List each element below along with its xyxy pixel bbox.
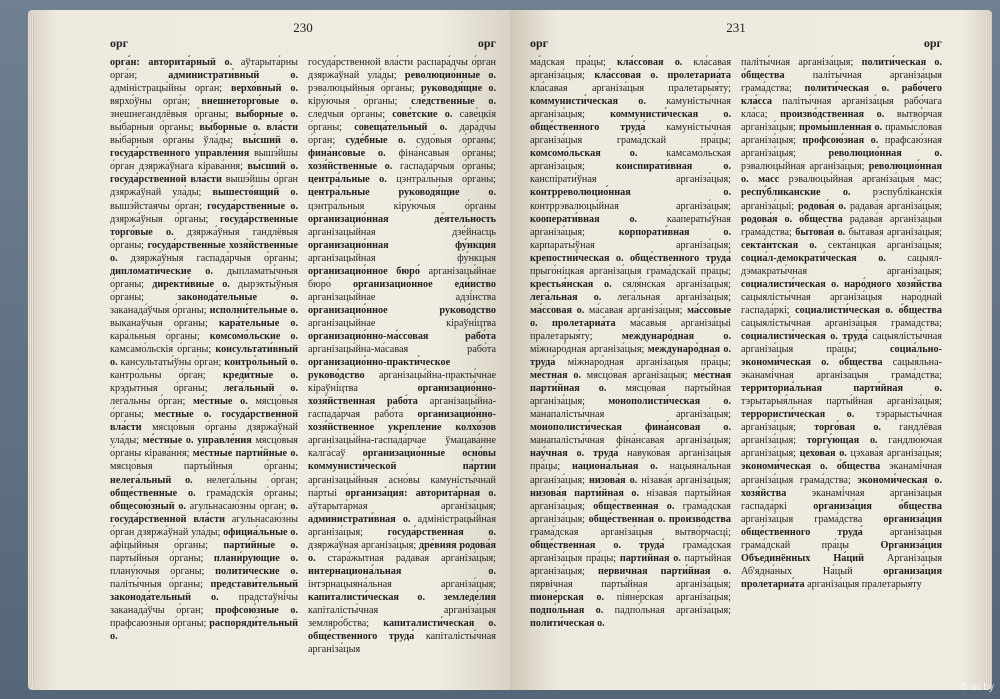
entry-translation: дзяржа́ўныя о́рганы; [110, 213, 209, 225]
entry-term: организацио́нная де́ятельность [308, 213, 496, 225]
entry-term: лега́льный о. [223, 383, 299, 395]
entry-term: госуда́рственные о. [207, 200, 298, 212]
entry-term: сле́дственные о. [411, 96, 497, 108]
entry-translation: мясцо́выя о́рганы дзяржа́ўнай ула́ды; [110, 422, 298, 447]
entry-term: профсою́зные о. [215, 604, 298, 616]
entry-term: организа́ция обще́ственного труда́ [741, 513, 942, 538]
entry-translation: сацыял-дэмакраты́чная арганіза́цыя; [741, 252, 942, 277]
entry-term: нелега́льный о. [110, 474, 193, 486]
left-page-edges [28, 16, 34, 684]
entry-translation: арганізацы́йнае адзі́нства [308, 291, 496, 303]
entry-term: произво́дственная о. [780, 109, 885, 121]
entry-translation: эканамі́чная арганіза́цыя грама́дства; [741, 461, 942, 486]
entry-translation: агульнасаю́зны о́рган дзяржа́ўнай ула́ды; [110, 513, 299, 538]
entry-translation: манапалісты́чная арганіза́цыя; [530, 409, 731, 421]
entry-translation: выканаўчыя о́рганы; [110, 317, 208, 329]
entry-term: комсомо́льские о. [209, 330, 298, 342]
entry-term: суде́бные о. [345, 135, 406, 147]
left-guide-word-right: орг [477, 36, 496, 50]
entry-term: кара́тельные о. [218, 317, 298, 329]
entry-translation: камуністы́чная арганіза́цыя грама́дскай пра́цы; [530, 122, 731, 147]
entry-translation: контррэвалюцы́йная арганіза́цыя; [530, 200, 731, 212]
entry-translation: бытава́я арганіза́цыя; [845, 226, 942, 238]
entry-term: революцио́нная о. масс [741, 161, 942, 186]
entry-term: вы́сший о. госуда́рственного управле́ния [110, 135, 298, 160]
entry-term: коммунисти́ческая о. [530, 96, 646, 108]
entry-term: монополисти́ческая о. [608, 396, 732, 408]
entry-translation: сацыялісты́чная арганіза́цыя грама́дства; [741, 317, 942, 329]
entry-term: террористи́ческая о. [741, 409, 855, 421]
entry-translation: вярхо́ўны орга́н; [110, 96, 191, 108]
entry-translation: вышэ́йшы о́рган дзяржа́ўнай ула́ды; [110, 174, 299, 199]
entry-translation: міжнаро́дная арганіза́цыя; [530, 344, 645, 356]
left-page-column-1 [110, 56, 298, 656]
entry-term: корпорати́вная о. [618, 226, 731, 238]
dictionary-column-text [530, 56, 731, 630]
right-page-number: 231 [726, 20, 746, 35]
entry-term: пионе́рская о. [530, 591, 605, 603]
entry-term: ме́стные о. госуда́рственной вла́сти [110, 409, 298, 434]
dictionary-column-text [741, 56, 942, 591]
entry-translation: грама́дская арганіза́цыя вытво́рчасці; [530, 526, 731, 538]
entry-term: сове́тские о. [392, 109, 453, 121]
entry-term: междунаро́дная о. труда́ [530, 344, 731, 369]
entry-term: социалисти́ческая о. наро́дного хозя́йства [741, 278, 942, 290]
entry-translation: агульнасаю́зны о́рган; [185, 500, 287, 512]
right-guide-word-left: орг [530, 36, 549, 50]
entry-translation: плану́ючыя о́рганы; [110, 565, 205, 577]
entry-term: организа́ция о́бщества [813, 500, 942, 512]
entry-term: торгу́ющая о. [806, 435, 878, 447]
entry-term: госуда́рственная о. [387, 526, 496, 538]
entry-term: дре́вняя родова́я о. [308, 539, 496, 564]
entry-translation: вышэ́йстаячы о́рган; [110, 200, 202, 212]
entry-term: низова́я парти́йная о. [530, 487, 640, 499]
right-page-column-2 [741, 56, 942, 630]
entry-translation: паліты́чная арганіза́цыя рабо́чага кла́са; [741, 96, 942, 121]
entry-term: обще́ственная о. труда́ [530, 539, 665, 551]
entry-term: Организа́ция Объединённых На́ций [741, 539, 942, 564]
entry-translation: гаспада́рчыя о́рганы; [392, 161, 496, 173]
entry-term: ме́стные парти́йные о. [192, 448, 299, 460]
entry-translation: афіцы́йныя о́рганы; [110, 539, 209, 551]
entry-translation: навуко́вая арганіза́цыя пра́цы; [530, 448, 731, 473]
entry-translation: цэнтра́льныя кіру́ючыя о́рганы [308, 200, 496, 212]
entry-term: руководя́щие о. [421, 83, 497, 95]
entry-term: законода́тельные о. [177, 291, 298, 303]
entry-term: капиталисти́ческая о. земледе́лия [308, 591, 496, 603]
entry-translation: лега́льны о́рган; [110, 396, 186, 408]
entry-translation: прамы́словая арганіза́цыя; [741, 122, 943, 147]
entry-translation: прафсаю́зныя о́рганы; [110, 618, 207, 630]
entry-term: организацио́нно-хозя́йственное укрепле́ние колхо́зов [308, 409, 496, 434]
entry-translation: тэрытарыя́льная парты́йная арганіза́цыя; [741, 396, 942, 408]
entry-translation: арганізацы́йная дзе́йнасць [308, 226, 496, 238]
entry-translation: грама́дскія о́рганы; [195, 487, 298, 499]
entry-translation: нізава́я арганіза́цыя; [637, 474, 731, 486]
entry-term: парти́йная о. [619, 552, 681, 564]
entry-term: комсомо́льская о. [530, 148, 638, 160]
entry-translation: нелега́льны о́рган; [192, 474, 298, 486]
entry-term: организацио́нно-хозя́йственная рабо́та [308, 383, 496, 408]
entry-term: родова́я о. [797, 200, 847, 212]
entry-term: кооперати́вная о. [530, 213, 638, 225]
entry-translation: ма́дская пра́цы; [530, 57, 606, 68]
entry-term: центра́льные о. [308, 174, 387, 186]
entry-translation: мясцо́выя о́рганы; [110, 396, 298, 421]
entry-term: национа́льная о. [571, 461, 658, 473]
entry-translation: Арганіза́цыя Аб'ядна́ных На́цый [741, 552, 943, 577]
entry-translation: ма́савая арганіза́цыя; [584, 304, 683, 316]
entry-term: нау́чная о. труда́ [530, 448, 619, 460]
right-page-header [530, 18, 942, 56]
entry-term: фина́нсовые о. [308, 148, 386, 160]
entry-term: исполни́тельные о. [209, 304, 298, 316]
entry-translation: канспірати́ўная арганіза́цыя; [530, 174, 731, 186]
entry-term: орга́н: авторита́рный о. [110, 57, 233, 68]
entry-translation: дзяржа́ўныя гаспада́рчыя о́рганы; [117, 252, 298, 264]
entry-term: вы́сший о. госуда́рственной вла́сти [110, 161, 299, 186]
entry-term: социа́льно-экономи́ческая о. о́бщества [741, 344, 943, 369]
entry-term: обще́ственные о. [110, 487, 196, 499]
entry-translation: вы́барныя о́рганы ўла́ды; [110, 135, 234, 147]
entry-translation: цэхава́я арганіза́цыя; [846, 448, 943, 460]
entry-term: революцио́нная о. [828, 148, 942, 160]
entry-translation: саве́цкія о́рганы; [308, 109, 497, 134]
entry-term: обще́ственная о. произво́дства [588, 513, 731, 525]
entry-term: низова́я о. [588, 474, 638, 486]
entry-term: организацио́нные осно́вы коммунисти́ческой па́ртии [308, 448, 496, 473]
entry-translation: паліты́чная арганіза́цыя; [741, 57, 854, 68]
entry-term: организацио́нное бюро́ [308, 265, 420, 277]
entry-translation: парты́йная арганіза́цыя; [530, 552, 732, 577]
entry-translation: дырэкты́ўныя о́рганы; [110, 278, 298, 303]
entry-translation: дзяржа́ўныя гандлёвыя о́рганы; [110, 226, 299, 251]
entry-translation: сле́дчыя о́рганы; [308, 109, 386, 121]
entry-translation: сяля́нская арганіза́цыя; [611, 278, 731, 290]
entry-term: креди́тные о. [222, 370, 298, 382]
entry-translation: прадстаўні́чы заканада́ўчы о́рган; [110, 591, 298, 616]
entry-translation: госуда́рственной вла́сти распара́дчы о́рган дзяржа́ўнай ула́ды; [308, 57, 496, 82]
entry-term: территориа́льная парти́йная о. [741, 383, 942, 395]
entry-term: кла́ссовая о. [616, 57, 683, 68]
entry-translation: капіталісты́чная арганіза́цыя [308, 631, 496, 656]
entry-translation: рэвалюцы́йная арганіза́цыя мас; [779, 174, 942, 186]
entry-translation: арганізацы́йна-ма́савая рабо́та [308, 344, 496, 356]
entry-term: плани́рующие о. [213, 552, 298, 564]
entry-translation: карпараты́ўная арганіза́цыя; [530, 239, 731, 251]
entry-term: ма́ссовая о. [530, 304, 585, 316]
entry-translation: кааператы́ўная арганіза́цыя; [530, 213, 731, 238]
open-book [28, 10, 992, 690]
entry-translation: арганізацы́йнае кіраўні́цтва [308, 317, 496, 329]
entry-term: крепостни́ческая о. обще́ственного труда́ [530, 252, 731, 264]
entry-translation: паліты́чныя о́рганы; [110, 578, 203, 590]
entry-translation: сацыялісты́чная арганіза́цыя пра́цы; [741, 330, 942, 356]
entry-term: монополисти́ческая фина́нсовая о. [530, 422, 731, 434]
entry-term: бытова́я о. [795, 226, 846, 238]
entry-translation: камсамо́льская арганіза́цыя; [530, 148, 731, 173]
entry-translation: гандлёвая арганіза́цыя; [741, 422, 942, 447]
entry-term: верхо́вный о. [231, 83, 298, 95]
entry-term: контро́льный о. [224, 357, 298, 369]
entry-term: секта́нтская о. [741, 239, 817, 251]
entry-term: ме́стные о. управле́ния [142, 435, 252, 447]
entry-term: экономи́ческая о. о́бщества [741, 461, 881, 473]
entry-term: профсою́зная о. [802, 135, 879, 147]
entry-term: администрати́вный о. [168, 70, 299, 82]
entry-translation: ма́савыя арганіза́цыі пралетарыя́ту; [530, 317, 731, 342]
entry-term: экономи́ческая о. хозя́йства [741, 474, 942, 499]
entry-translation: мясцо́выя о́рганы кірава́ння; [110, 435, 298, 460]
entry-translation: камсамо́льскія о́рганы; [110, 344, 212, 356]
entry-translation: стара́жытная радава́я арганіза́цыя; [315, 552, 496, 564]
entry-translation: эканамі́чная арганіза́цыя гаспада́ркі [741, 487, 942, 512]
entry-term: лега́льная о. [530, 291, 602, 303]
entry-translation: камуністы́чная арганіза́цыя; [530, 96, 731, 121]
right-guide-word-right: орг [923, 36, 942, 50]
entry-term: капиталисти́ческая о. обще́ственного труда́ [308, 618, 496, 643]
entry-translation: падпо́льная арганіза́цыя; [603, 604, 731, 616]
entry-translation: манапалісты́чная фіна́нсавая арганіза́цыя; [530, 435, 731, 447]
left-page-header [110, 18, 496, 56]
entry-term: полити́ческая о. о́бщества [741, 57, 943, 82]
entry-translation: адміністрацы́йная арганіза́цыя; [308, 513, 497, 538]
entry-translation: інтэрнацыяна́льная арганіза́цыя; [308, 578, 496, 590]
entry-term: ме́стная парти́йная о. [530, 370, 731, 395]
entry-term: коммунисти́ческая о. обще́ственного труда́ [530, 109, 731, 134]
dictionary-column-text [110, 56, 298, 643]
entry-term: ме́стная о. [530, 370, 582, 382]
entry-term: госуда́рственные торго́вые о. [110, 213, 298, 238]
entry-term: революцио́нные о. [404, 70, 496, 82]
entry-translation: сацыялісты́чная арганіза́цыя наро́днай гаспада́ркі; [741, 291, 942, 316]
entry-translation: радава́я арганіза́цыя грама́дства; [741, 213, 942, 238]
entry-translation: арганізацы́йнае бюро́ [308, 265, 496, 290]
entry-translation: цэнтра́льныя о́рганы; [386, 174, 496, 186]
entry-translation: арганізацы́йная фу́нкцыя [308, 252, 496, 264]
entry-translation: дара́дчы о́рган; [308, 122, 497, 147]
entry-translation: арганіза́цыя грама́дскай пра́цы [741, 526, 942, 551]
dictionary-column-text [308, 56, 496, 656]
right-page-column-1 [530, 56, 731, 630]
left-page-number: 230 [293, 20, 313, 35]
entry-term: родова́я о. о́бщества [741, 213, 843, 225]
entry-translation: вы́барныя о́рганы; [110, 122, 194, 134]
entry-term: хозя́йственные о. [308, 161, 393, 173]
entry-translation: вышэ́йшы о́рган дзяржа́ўнага кірава́ння; [110, 148, 298, 173]
entry-translation: грама́дская арганіза́цыя пра́цы; [530, 539, 732, 564]
entry-term: контрреволюцио́нная о. [530, 187, 731, 199]
entry-translation: аўтарыта́рны орга́н; [110, 57, 298, 82]
entry-translation: заканада́ўчыя о́рганы; [110, 304, 207, 316]
entry-translation: арганіза́цыя грама́дства [741, 513, 863, 525]
entry-term: парти́йные о. [223, 539, 299, 551]
entry-translation: мясцо́вая парты́йная арганіза́цыя; [530, 383, 731, 408]
entry-translation: арганізацы́йна-гаспада́рчае ўмацава́нне калга́саў [308, 435, 496, 460]
left-guide-word-left: орг [110, 36, 129, 50]
entry-translation: кіру́ючыя о́рганы; [308, 96, 398, 108]
entry-translation: кара́льныя о́рганы; [110, 330, 200, 342]
entry-term: организацио́нное еди́нство [353, 278, 496, 290]
entry-term: о. госуда́рственной вла́сти [110, 500, 299, 525]
entry-translation: арганізацы́йна-гаспада́рчая рабо́та [308, 396, 496, 421]
entry-translation: рэвалюцы́йная арганіза́цыя; [741, 161, 865, 173]
entry-translation: кла́савая арганіза́цыя пралетарыя́ту; [530, 83, 731, 95]
entry-translation: арганізацы́йна-практы́чнае кіраўні́цтва [308, 370, 496, 395]
entry-term: дипломати́ческие о. [110, 265, 213, 277]
entry-translation: паліты́чная арганіза́цыя грама́дства; [741, 70, 942, 95]
entry-translation: фіна́нсавыя о́рганы; [385, 148, 497, 160]
entry-term: вы́борные о. вла́сти [199, 122, 298, 134]
left-page-columns [110, 56, 496, 656]
entry-term: совеща́тельный о. [354, 122, 448, 134]
left-page-column-2 [308, 56, 496, 656]
entry-translation: нацыяна́льная арганіза́цыя; [530, 461, 731, 486]
entry-translation: тэрарысты́чная арганіза́цыя; [741, 409, 942, 434]
entry-translation: кла́савая арганіза́цыя; [530, 57, 732, 82]
right-page-edges [986, 16, 992, 684]
entry-term: официа́льные о. [223, 526, 299, 538]
entry-term: интернациона́льная о. [308, 565, 496, 577]
entry-term: конспирати́вная о. [616, 161, 732, 173]
entry-translation: арганіза́цыя пралетарыя́ту [804, 578, 922, 590]
entry-term: организацио́нное руково́дство [308, 304, 496, 316]
entry-term: ме́стные о. [192, 396, 248, 408]
entry-term: полити́ческая о. рабо́чего кла́сса [741, 83, 943, 108]
entry-term: цехова́я о. [799, 448, 847, 460]
entry-translation: кансультаты́ўны о́рган; [117, 357, 222, 369]
entry-term: подпо́льная о. [530, 604, 604, 616]
entry-term: консультати́вный о. [110, 344, 298, 369]
entry-translation: мясцо́вая арганіза́цыя; [581, 370, 688, 382]
entry-translation: піяне́рская арганіза́цыя; [604, 591, 731, 603]
entry-translation: капіталісты́чная арганіза́цыя земляро́бства; [308, 604, 496, 630]
entry-term: социалисти́ческая о. труда́ [741, 330, 868, 342]
entry-translation: парты́йныя о́рганы; [110, 552, 204, 564]
entry-term: крестья́нская о. [530, 278, 612, 290]
entry-translation: крэдытныя о́рганы; [110, 383, 208, 395]
entry-translation: нізава́я парты́йная арганіза́цыя; [530, 487, 731, 512]
entry-translation: мясцо́выя парты́йныя о́рганы; [110, 461, 298, 473]
entry-translation: кантро́льны о́рган; [110, 370, 206, 382]
entry-term: промы́шленная о. [798, 122, 883, 134]
entry-term: общесою́зный о. [110, 500, 186, 512]
entry-translation: сацыя́льна-эканамі́чная арганіза́цыя грама́дства; [741, 357, 942, 382]
entry-translation: грама́дская арганіза́цыя; [530, 500, 731, 525]
entry-term: социалисти́ческая о. о́бщества [795, 304, 943, 316]
entry-term: организацио́нно-практи́ческое руково́дство [308, 357, 451, 382]
entry-term: организацио́нная фу́нкция [308, 239, 496, 251]
entry-translation: рэспубліка́нскія арганіза́цыі; [741, 187, 942, 212]
entry-term: междунаро́дная о. [621, 330, 732, 342]
entry-term: кла́ссовая о. пролетариа́та [594, 70, 731, 82]
entry-translation: арганізацы́йныя асно́вы камуністы́чнай па́ртыі [308, 474, 496, 499]
entry-term: вы́борные о. [235, 109, 298, 121]
entry-translation: аўтарыта́рная арганіза́цыя; [308, 500, 496, 512]
entry-translation: дыпламаты́чныя о́рганы; [110, 265, 298, 290]
entry-term: распоряди́тельный о. [110, 618, 298, 643]
entry-term: внешнеторго́вые о. [201, 96, 298, 108]
entry-translation: знешнегандлёвыя о́рганы; [110, 109, 229, 121]
entry-term: торго́вая о. [814, 422, 881, 434]
entry-term: администрати́вная о. [308, 513, 411, 525]
entry-term: организацио́нно-ма́ссовая рабо́та [308, 330, 496, 342]
entry-translation: лега́льная арганіза́цыя; [601, 291, 731, 303]
entry-term: госуда́рственные хозя́йственные о. [110, 239, 298, 264]
entry-translation: міжнаро́дная арганіза́цыя пра́цы; [555, 357, 731, 369]
watermark: © av.by [960, 682, 994, 693]
entry-term: обще́ственная о. [593, 500, 675, 512]
entry-translation: вытво́рчая арганіза́цыя; [741, 109, 943, 134]
entry-term: полити́ческая о. [530, 618, 605, 630]
entry-term: социа́л-демократи́ческая о. [741, 252, 886, 264]
entry-term: вышесто́ящий о. [212, 187, 298, 199]
right-page-columns [530, 56, 942, 630]
right-page [510, 10, 992, 690]
entry-translation: судо́выя о́рганы; [405, 135, 496, 147]
entry-translation: дзяржа́ўная арганіза́цыя; [308, 539, 417, 551]
entry-term: организа́ция: авторита́рная о. [345, 487, 496, 499]
entry-term: респу́бликанские о. [741, 187, 851, 199]
entry-translation: адміністрацы́йны орга́н; [110, 83, 223, 95]
left-page [28, 10, 510, 690]
entry-translation: секта́нцкая арганіза́цыя; [816, 239, 942, 251]
entry-translation: рэвалюцыйныя о́рганы; [308, 83, 415, 95]
entry-translation: гандлю́ючая арганіза́цыя; [741, 435, 943, 460]
entry-term: первичная парти́йная о. [597, 565, 731, 577]
entry-term: организа́ция пролетариа́та [741, 565, 943, 590]
entry-term: полити́ческие о. [215, 565, 298, 577]
entry-term: ма́ссовые о. пролетариа́та [530, 304, 731, 329]
entry-term: представи́тельный законода́тельный о. [110, 578, 298, 603]
entry-translation: пярвічная парты́йная арганіза́цыя; [530, 578, 731, 590]
entry-translation: прыго́ніцкая арганіза́цыя грама́дскай пра́цы; [530, 265, 731, 277]
entry-translation: радава́я арганіза́цыя; [846, 200, 942, 212]
entry-translation: прафсаю́зная арганіза́цыя; [741, 135, 942, 160]
entry-term: центра́льные руководя́щие о. [308, 187, 496, 199]
entry-term: директи́вные о. [152, 278, 230, 290]
